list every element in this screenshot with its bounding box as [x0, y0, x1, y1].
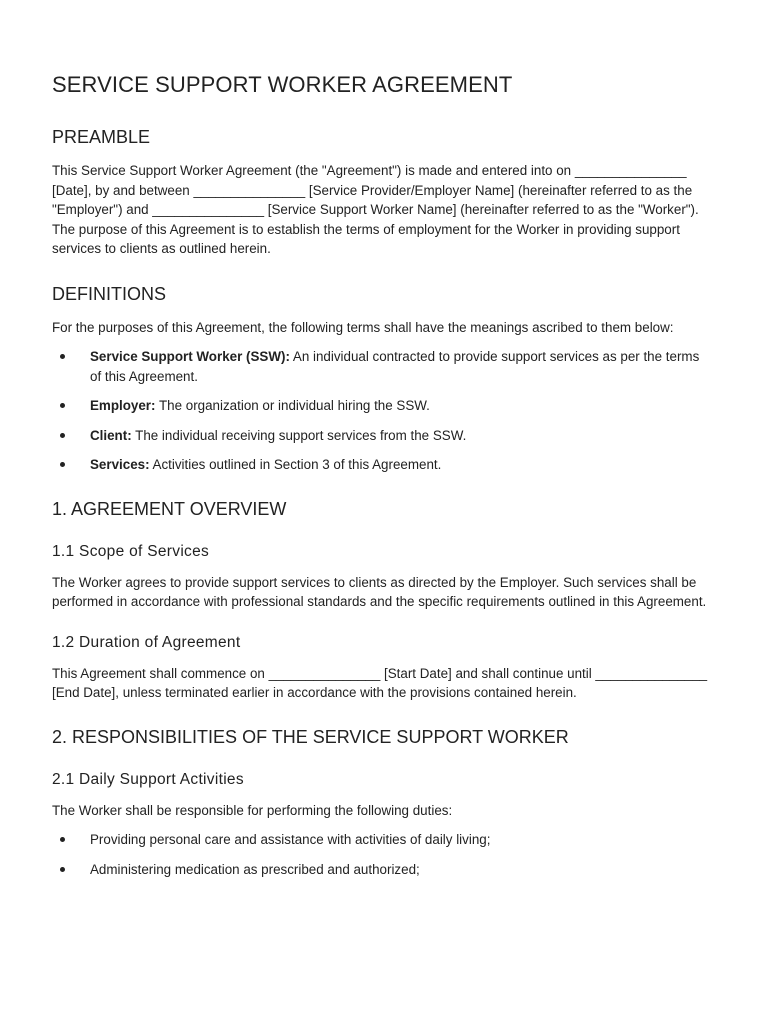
definition-term: Services:: [90, 457, 150, 472]
document-title: SERVICE SUPPORT WORKER AGREEMENT: [52, 72, 513, 97]
section-2-1-heading: 2.1 Daily Support Activities: [52, 770, 244, 788]
definition-term: Service Support Worker (SSW):: [90, 349, 290, 364]
definition-term: Employer:: [90, 398, 156, 413]
duty-text: Administering medication as prescribed and authorized;: [90, 861, 420, 877]
section-1-2-text: This Agreement shall commence on _______________ [Start Date] and shall continue until _______________ [End Date], unless terminated earlier in accordance with the provisions contained herein.: [52, 665, 708, 700]
definitions-list: [52, 347, 712, 475]
list-item: [52, 455, 712, 475]
section-1-heading: 1. AGREEMENT OVERVIEW: [52, 498, 287, 519]
list-item: [52, 396, 712, 416]
bullet-icon: [60, 462, 65, 467]
definitions-heading: DEFINITIONS: [52, 283, 167, 304]
bullet-icon: [60, 433, 65, 438]
definition-text: An individual contracted to provide support services as per the terms of this Agreement.: [90, 349, 700, 384]
document-page: [52, 70, 712, 879]
duties-list: [52, 830, 712, 879]
list-item: [52, 347, 712, 386]
list-item: [52, 860, 712, 880]
section-1-2-heading: 1.2 Duration of Agreement: [52, 633, 241, 651]
definition-text: The individual receiving support services from the SSW.: [131, 427, 467, 443]
preamble-text: This Service Support Worker Agreement (the "Agreement") is made and entered into on _______________ [Date], by and between _______________ [Service Provider/Employer Name] (hereinafter referred to as the "Employer") and _______________ [Service Support Worker Name] (hereinafter referred to as the "Worker"). The purpose of this Agreement is to establish the terms of employment for the Worker in providing support services to clients as outlined herein.: [52, 163, 699, 256]
definition-text: The organization or individual hiring the SSW.: [155, 398, 430, 413]
definitions-intro: For the purposes of this Agreement, the following terms shall have the meanings ascribed to them below:: [52, 319, 674, 335]
definition-term: Client:: [90, 427, 132, 443]
bullet-icon: [60, 867, 65, 872]
section-1-1-text: The Worker agrees to provide support services to clients as directed by the Employer. Such services shall be performed in accordance with professional standards and the specific requirements outlined in this Agreement.: [52, 574, 707, 609]
section-2-heading: 2. RESPONSIBILITIES OF THE SERVICE SUPPORT WORKER: [52, 726, 569, 747]
bullet-icon: [60, 403, 65, 408]
section-1-1-heading: 1.1 Scope of Services: [52, 542, 210, 560]
section-2-1-intro: The Worker shall be responsible for performing the following duties:: [52, 802, 453, 818]
duty-text: Providing personal care and assistance with activities of daily living;: [90, 832, 491, 847]
definition-text: Activities outlined in Section 3 of this Agreement.: [149, 457, 442, 472]
preamble-heading: PREAMBLE: [52, 127, 151, 147]
list-item: [52, 830, 712, 850]
bullet-icon: [60, 837, 65, 842]
list-item: [52, 426, 712, 446]
bullet-icon: [60, 354, 65, 359]
